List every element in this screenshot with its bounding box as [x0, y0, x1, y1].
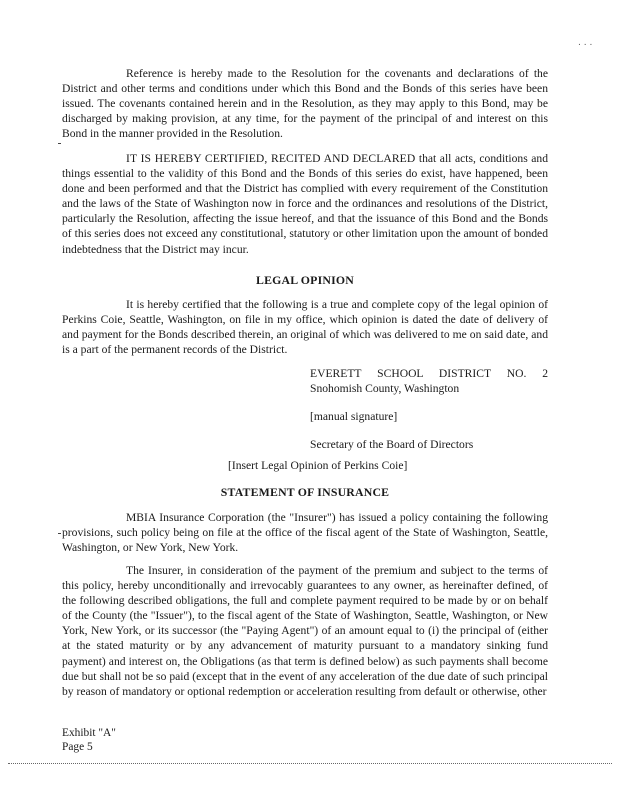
certified-body: that all acts, conditions and things essential to the validity of this Bond and the Bonds of this series do exist, have happened, been done and been performed and that the District has complied with every requirement of the Constitution and the laws of the State of Washington now in force and the ordinances and resolutions of the District, particularly the Resolution, affecting the issue hereof, and that the issuance of this Bond and the Bonds of this series does not exceed any constitutional, statutory or other limitation upon the amount of bonded indebtedness that the District may incur.: [62, 152, 548, 256]
margin-tick: [58, 143, 61, 144]
page-number: Page 5: [62, 741, 93, 753]
corner-mark: . . .: [578, 38, 593, 48]
insert-opinion-note: [Insert Legal Opinion of Perkins Coie]: [228, 459, 408, 472]
footer-rule: [8, 763, 612, 765]
page-footer: [62, 726, 116, 754]
paragraph-reference: Reference is hereby made to the Resolution for the covenants and declarations of the District and other terms and conditions under which this Bond and the Bonds of this series have been issued. The covenants contained herein and in the Resolution, as they may apply to this Bond, may be discharged by making provision, at any time, for the payment of the principal of and interest on this Bond in the manner provided in the Resolution.: [62, 67, 548, 141]
paragraph-insurer: MBIA Insurance Corporation (the "Insurer") has issued a policy containing the following provisions, such policy being on file at the office of the fiscal agent of the State of Washington, Seattle, Washington, or New York, New York.: [62, 511, 548, 555]
margin-tick: [58, 533, 61, 534]
manual-signature: [manual signature]: [310, 410, 398, 424]
district-name: EVERETT SCHOOL DISTRICT NO. 2: [310, 367, 548, 380]
certified-lead: IT IS HEREBY CERTIFIED, RECITED AND DECLARED: [126, 152, 416, 165]
secretary-title: Secretary of the Board of Directors: [310, 438, 474, 452]
county-name: Snohomish County, Washington: [310, 382, 460, 396]
exhibit-label: Exhibit "A": [62, 727, 116, 739]
legal-opinion-heading: LEGAL OPINION: [256, 273, 354, 287]
signature-block: [310, 366, 548, 452]
paragraph-legal-opinion: It is hereby certified that the following is a true and complete copy of the legal opinion of Perkins Coie, Seattle, Washington, on file in my office, which opinion is dated the date of delivery of and payment for the Bonds described therein, an original of which was delivered to me on said date, and is a part of the permanent records of the District.: [62, 298, 548, 357]
paragraph-certified: [62, 151, 548, 257]
insurance-heading: STATEMENT OF INSURANCE: [220, 485, 390, 499]
paragraph-guarantee: The Insurer, in consideration of the payment of the premium and subject to the terms of this policy, hereby unconditionally and irrevocably guarantees to any owner, as hereinafter defined, of the following described obligations, the full and complete payment required to be made by or on behalf of the County (the "Issuer"), to the fiscal agent of the State of Washington, Seattle, Washington, or New York, New York, or its successor (the "Paying Agent") of an amount equal to (i) the principal of (either at the stated maturity or by any advancement of maturity pursuant to a mandatory sinking fund payment) and interest on, the Obligations (as that term is defined below) as such payments shall become due but shall not be so paid (except that in the event of any acceleration of the due date of such principal by reason of mandatory or optional redemption or acceleration resulting from default or otherwise, other: [62, 564, 548, 698]
